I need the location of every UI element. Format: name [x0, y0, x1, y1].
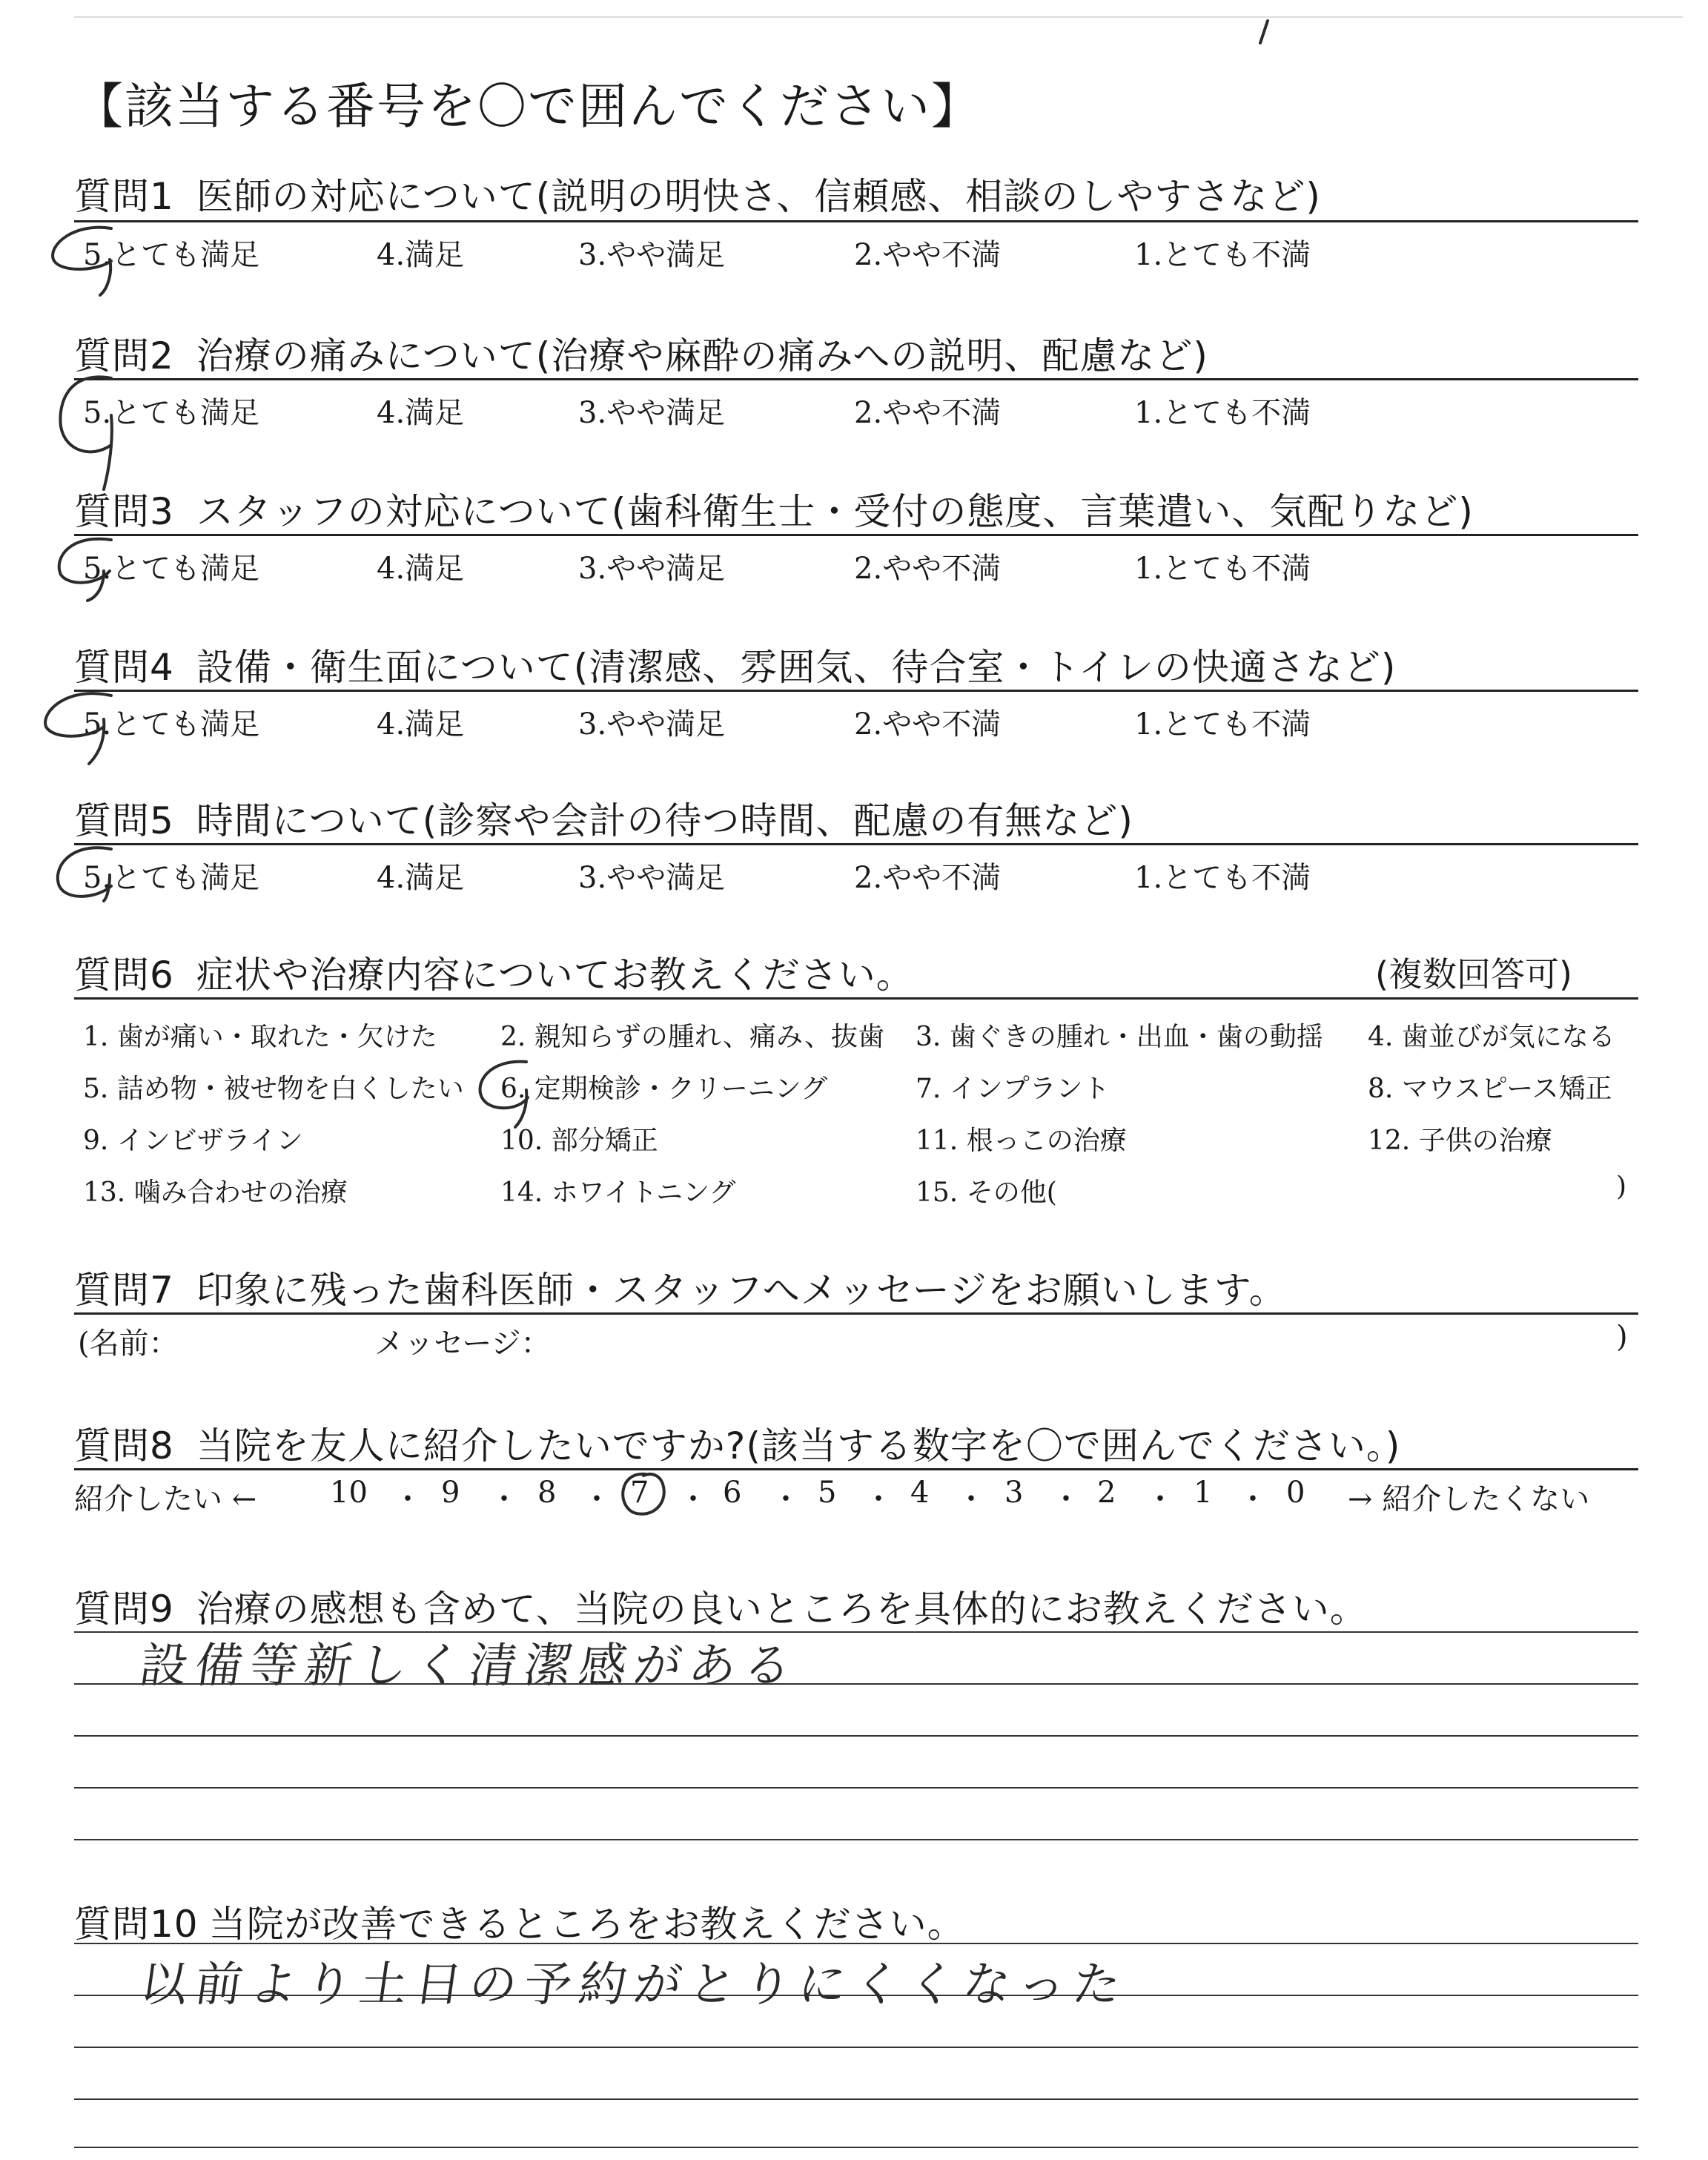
option-2[interactable]: 2.やや不満	[854, 396, 1002, 430]
form-header: 【該当する番号を〇で囲んでください】	[74, 78, 982, 135]
symptom-item[interactable]: 4. 歯並びが気になる	[1368, 1022, 1615, 1052]
option-5[interactable]: 5.とても満足	[83, 396, 260, 430]
symptom-item[interactable]: 8. マウスピース矯正	[1368, 1074, 1612, 1104]
question-number: 質問7	[74, 1269, 174, 1312]
option-1[interactable]: 1.とても不満	[1134, 707, 1311, 742]
question-divider	[74, 690, 1638, 692]
question-9-title	[74, 1579, 1368, 1633]
scale-9[interactable]: 9	[441, 1476, 460, 1510]
option-3[interactable]: 3.やや満足	[578, 707, 726, 742]
question-number: 質問9	[74, 1588, 174, 1631]
question-number: 質問10	[74, 1903, 199, 1946]
option-5[interactable]: 5.とても満足	[83, 552, 260, 586]
question-6-title	[74, 945, 914, 999]
multiple-answer-note: (複数回答可)	[1375, 954, 1572, 994]
question-text: 治療の感想も含めて、当院の良いところを具体的にお教えください。	[196, 1588, 1368, 1631]
scale-3[interactable]: 3	[1004, 1476, 1024, 1510]
question-text: 印象に残った歯科医師・スタッフへメッセージをお願いします。	[196, 1269, 1287, 1312]
symptom-item[interactable]: 10. 部分矯正	[500, 1126, 658, 1156]
option-4[interactable]: 4.満足	[377, 396, 465, 430]
option-1[interactable]: 1.とても不満	[1134, 396, 1311, 430]
scale-4[interactable]: 4	[910, 1476, 930, 1510]
question-number: 質問6	[74, 954, 174, 997]
question-2-title	[74, 326, 1208, 380]
question-number: 質問5	[74, 799, 174, 842]
answer-line	[74, 1943, 1638, 1944]
recommend-right-label: → 紹介したくない	[1348, 1482, 1590, 1516]
option-1[interactable]: 1.とても不満	[1134, 552, 1311, 586]
question-text: 治療の痛みについて(治療や麻酔の痛みへの説明、配慮など)	[196, 334, 1208, 377]
question-number: 質問1	[74, 175, 174, 218]
answer-line	[74, 1735, 1638, 1737]
symptom-item[interactable]: 9. インビザライン	[83, 1126, 303, 1156]
symptom-item[interactable]: 3. 歯ぐきの腫れ・出血・歯の動揺	[916, 1022, 1323, 1052]
question-divider	[74, 220, 1638, 222]
question-divider	[74, 997, 1638, 1000]
symptom-item[interactable]: 13. 噛み合わせの治療	[83, 1178, 348, 1208]
question-divider	[74, 843, 1638, 845]
name-field-label: (名前：	[78, 1327, 179, 1361]
option-4[interactable]: 4.満足	[377, 707, 465, 742]
option-2[interactable]: 2.やや不満	[854, 552, 1002, 586]
option-2[interactable]: 2.やや不満	[854, 861, 1002, 895]
message-close-paren: )	[1616, 1320, 1628, 1354]
question-number: 質問4	[74, 646, 174, 689]
option-4[interactable]: 4.満足	[377, 552, 465, 586]
question-3-title	[74, 482, 1474, 535]
question-text: 設備・衛生面について(清潔感、雰囲気、待合室・トイレの快適さなど)	[196, 646, 1397, 689]
question-text: スタッフの対応について(歯科衛生士・受付の態度、言葉遣い、気配りなど)	[196, 490, 1474, 533]
scale-1[interactable]: 1	[1194, 1476, 1213, 1510]
question-text: 当院を友人に紹介したいですか?(該当する数字を〇で囲んでください。)	[196, 1424, 1401, 1467]
answer-line	[74, 2147, 1638, 2148]
other-close-paren: )	[1616, 1172, 1627, 1202]
answer-line	[74, 1995, 1638, 1996]
option-5[interactable]: 5.とても満足	[83, 707, 260, 742]
question-8-title	[74, 1416, 1400, 1470]
question-divider	[74, 1312, 1638, 1315]
scale-8[interactable]: 8	[537, 1476, 557, 1510]
option-5[interactable]: 5.とても満足	[83, 861, 260, 895]
option-2[interactable]: 2.やや不満	[854, 238, 1002, 272]
question-1-title	[74, 167, 1321, 220]
question-text: 症状や治療内容についてお教えください。	[196, 954, 914, 997]
symptom-item[interactable]: 12. 子供の治療	[1368, 1126, 1552, 1156]
scale-10[interactable]: 10	[330, 1476, 368, 1510]
question-number: 質問3	[74, 490, 174, 533]
symptom-item[interactable]: 6. 定期検診・クリーニング	[500, 1074, 828, 1104]
question-divider	[74, 1468, 1638, 1470]
answer-line	[74, 1839, 1638, 1840]
symptom-item[interactable]: 14. ホワイトニング	[500, 1178, 736, 1208]
option-3[interactable]: 3.やや満足	[578, 861, 726, 895]
option-1[interactable]: 1.とても不満	[1134, 861, 1311, 895]
symptom-item[interactable]: 7. インプラント	[916, 1074, 1110, 1104]
scale-2[interactable]: 2	[1097, 1476, 1116, 1510]
q10-handwritten-answer: 以前より土日の予約がとりにくくなった	[136, 1958, 1132, 2012]
question-5-title	[74, 791, 1133, 845]
scale-0[interactable]: 0	[1286, 1476, 1305, 1510]
q9-handwritten-answer: 設備等新しく清潔感がある	[136, 1639, 803, 1694]
answer-line	[74, 2047, 1638, 2048]
scan-top-edge	[74, 16, 1683, 18]
question-divider	[74, 378, 1638, 380]
answer-line	[74, 1787, 1638, 1789]
symptom-item[interactable]: 15. その他(	[916, 1178, 1057, 1208]
symptom-item[interactable]: 1. 歯が痛い・取れた・欠けた	[83, 1022, 437, 1052]
scan-stray-mark	[1260, 21, 1268, 43]
answer-line	[74, 2098, 1638, 2100]
question-text: 時間について(診察や会計の待つ時間、配慮の有無など)	[196, 799, 1133, 842]
recommend-left-label: 紹介したい ←	[74, 1482, 257, 1516]
option-2[interactable]: 2.やや不満	[854, 707, 1002, 742]
option-3[interactable]: 3.やや満足	[578, 238, 726, 272]
symptom-item[interactable]: 5. 詰め物・被せ物を白くしたい	[83, 1074, 464, 1104]
scale-7[interactable]: 7	[630, 1476, 649, 1510]
symptom-item[interactable]: 11. 根っこの治療	[916, 1126, 1127, 1156]
scale-5[interactable]: 5	[818, 1476, 837, 1510]
question-divider	[74, 534, 1638, 536]
scale-6[interactable]: 6	[723, 1476, 742, 1510]
question-7-title	[74, 1261, 1287, 1314]
question-number: 質問2	[74, 334, 174, 377]
answer-line	[74, 1683, 1638, 1685]
question-number: 質問8	[74, 1424, 174, 1467]
message-field-label: メッセージ：	[374, 1327, 551, 1361]
option-4[interactable]: 4.満足	[377, 861, 465, 895]
symptom-item[interactable]: 2. 親知らずの腫れ、痛み、抜歯	[500, 1022, 885, 1052]
option-5[interactable]: 5.とても満足	[83, 238, 260, 272]
option-3[interactable]: 3.やや満足	[578, 552, 726, 586]
question-text: 医師の対応について(説明の明快さ、信頼感、相談のしやすさなど)	[196, 175, 1321, 218]
question-text: 当院が改善できるところをお教えください。	[208, 1903, 965, 1946]
question-4-title	[74, 638, 1396, 691]
question-10-title	[74, 1895, 965, 1948]
option-4[interactable]: 4.満足	[377, 238, 465, 272]
option-1[interactable]: 1.とても不満	[1134, 238, 1311, 272]
option-3[interactable]: 3.やや満足	[578, 396, 726, 430]
